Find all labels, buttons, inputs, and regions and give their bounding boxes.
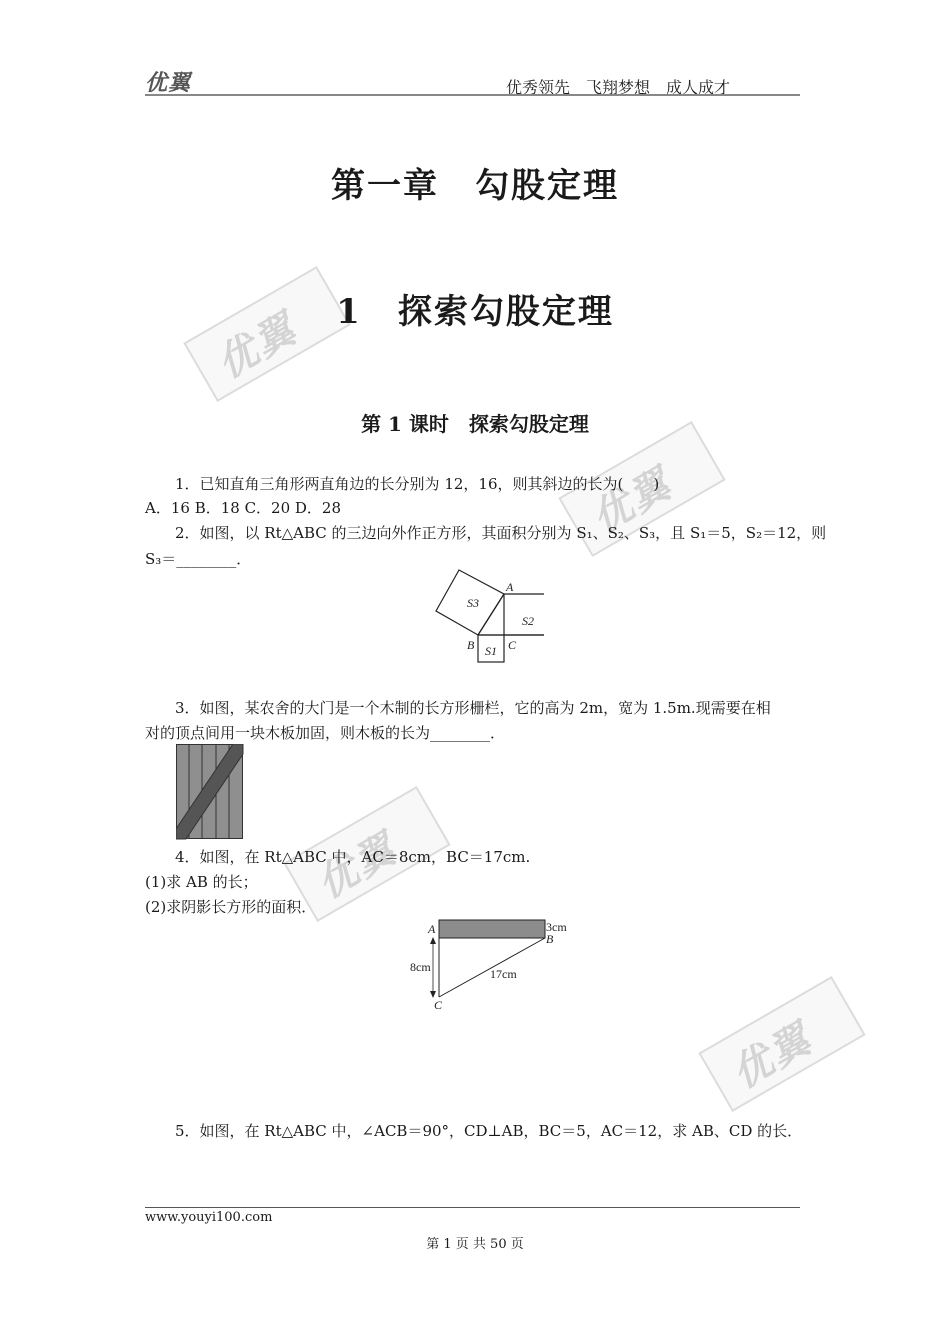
- header-logo: 优翼: [145, 71, 192, 96]
- lesson-title: 第 1 课时 探索勾股定理: [361, 412, 589, 436]
- figure-triangle-rectangle: [405, 915, 590, 1015]
- label-s1: S1: [485, 644, 497, 658]
- watermark-stamp: 优翼: [698, 976, 865, 1112]
- label-a: A: [428, 922, 436, 936]
- header-divider: [145, 94, 800, 96]
- label-s2: S2: [522, 614, 534, 628]
- figure-gate: [176, 744, 244, 840]
- chapter-title: 第一章 勾股定理: [331, 166, 619, 206]
- label-b: B: [546, 932, 554, 946]
- label-8cm: 8cm: [410, 960, 431, 974]
- header-slogan: 优秀领先 飞翔梦想 成人成才: [506, 78, 731, 97]
- question-1-text: 1．已知直角三角形两直角边的长分别为 12，16，则其斜边的长为( ): [175, 475, 660, 493]
- section-title: 1 探索勾股定理: [336, 292, 614, 332]
- watermark-stamp: 优翼: [183, 266, 350, 402]
- footer-url[interactable]: www.youyi100.com: [145, 1210, 273, 1225]
- label-c: C: [434, 998, 443, 1012]
- footer-page-number: 第 1 页 共 50 页: [426, 1237, 524, 1252]
- figure-squares-on-triangle: [432, 566, 552, 666]
- label-a: A: [506, 580, 514, 594]
- watermark-stamp: 优翼: [558, 421, 725, 557]
- watermark-stamp: 优翼: [283, 786, 450, 922]
- question-4-part-1: (1)求 AB 的长；: [145, 873, 258, 891]
- label-b: B: [467, 638, 475, 652]
- label-c: C: [508, 638, 517, 652]
- question-2-text: 2．如图，以 Rt△ABC 的三边向外作正方形，其面积分别为 S₁、S₂、S₃，且 S₁＝5，S₂＝12，则: [175, 524, 827, 542]
- question-4-part-2: (2)求阴影长方形的面积．: [145, 898, 317, 916]
- question-2-blank: S₃＝________．: [145, 550, 252, 568]
- label-s3: S3: [467, 596, 479, 610]
- footer-divider: [145, 1207, 800, 1208]
- question-4-text: 4．如图，在 Rt△ABC 中，AC＝8cm，BC＝17cm.: [175, 848, 531, 866]
- question-5-text: 5．如图，在 Rt△ABC 中，∠ACB＝90°，CD⊥AB，BC＝5，AC＝12，求 AB、CD 的长．: [175, 1122, 803, 1140]
- question-3-blank: 对的顶点间用一块木板加固，则木板的长为________．: [145, 724, 506, 742]
- question-1-options: A．16 B．18 C．20 D．28: [145, 499, 342, 517]
- label-3cm: 3cm: [546, 920, 567, 934]
- question-3-text: 3．如图，某农舍的大门是一个木制的长方形栅栏，它的高为 2m，宽为 1.5m.现需要在相: [175, 699, 771, 717]
- label-17cm: 17cm: [490, 967, 517, 981]
